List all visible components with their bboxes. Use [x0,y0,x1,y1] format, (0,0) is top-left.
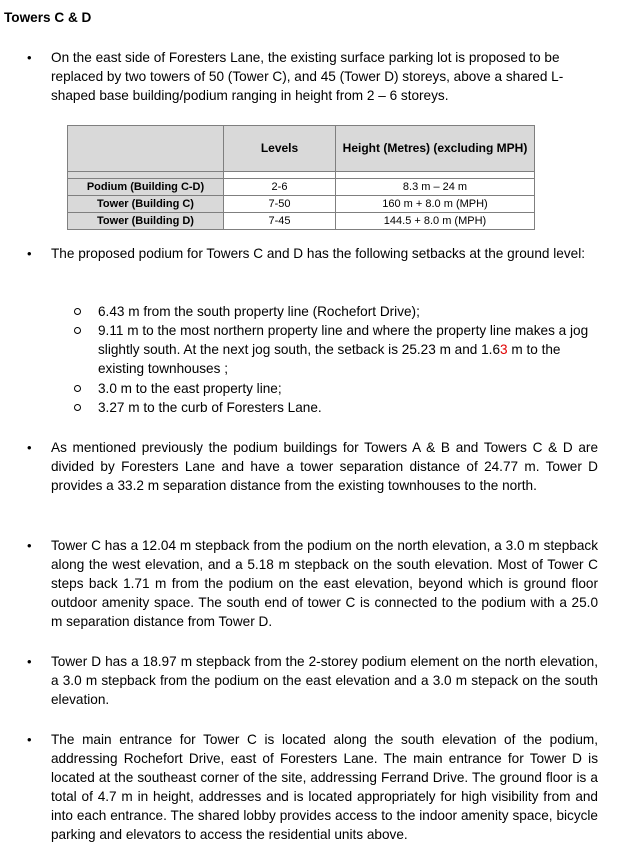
sub-list-text: 3.27 m to the curb of Foresters Lane. [98,400,322,415]
bullet-icon: • [27,246,32,261]
table-row-levels: 2-6 [224,179,336,196]
building-heights-table [67,125,535,230]
bullet-text: The proposed podium for Towers C and D has the following setbacks at the ground level: [51,246,585,261]
sub-list-text: 3.0 m to the east property line; [98,381,282,396]
bullet-text: Tower D has a 18.97 m stepback from the 2-storey podium element on the north elevation, a 3.0 m stepback from the podium on the east elevation and a 3.0 m stepack on the south elevation. [51,654,598,707]
circle-bullet-icon [74,327,81,334]
table-spacer-row [68,172,535,179]
bullet-icon: • [27,732,32,747]
bullet-icon: • [27,50,32,65]
table-corner-cell [68,126,224,172]
bullet-icon: • [27,538,32,553]
table-row-levels: 7-50 [224,196,336,213]
bullet-text: The main entrance for Tower C is located along the south elevation of the podium, addressing Rochefort Drive, east of Foresters Lane. The main entrance for Tower D is located at the southeast corner of the site, addressing Ferrand Drive. The ground floor is a total of 4.7 m in height, addresses and is located appropriately for high visibility from and into each entrance. The shared lobby provides access to the indoor amenity space, bicycle parking and elevators to access the residential units above. [51,732,598,842]
table-spacer-cell [224,172,336,179]
bullet-icon: • [27,440,32,455]
table-row-height: 144.5 + 8.0 m (MPH) [336,213,535,230]
circle-bullet-icon [74,308,81,315]
table-row-name: Tower (Building C) [68,196,224,213]
table-row-height: 160 m + 8.0 m (MPH) [336,196,535,213]
sub-list-text [98,321,598,378]
table-header-levels: Levels [224,126,336,172]
bullet-text: As mentioned previously the podium buildings for Towers A & B and Towers C & D are divided by Foresters Lane and have a tower separation distance of 24.77 m. Tower D provides a 33.2 m separation distance from the existing townhouses to the north. [51,440,598,493]
table-row-levels: 7-45 [224,213,336,230]
table-row [68,179,535,196]
table-row-name: Podium (Building C-D) [68,179,224,196]
red-digit: 3 [500,342,508,357]
table-spacer-cell [336,172,535,179]
sub-list-text: 6.43 m from the south property line (Rochefort Drive); [98,304,420,319]
table-header-height: Height (Metres) (excluding MPH) [336,126,535,172]
bullet-text: On the east side of Foresters Lane, the existing surface parking lot is proposed to be replaced by two towers of 50 (Tower C), and 45 (Tower D) storeys, above a shared L-shaped base building/podium ranging in height from 2 – 6 storeys. [51,50,564,103]
table-row [68,213,535,230]
table-row-height: 8.3 m – 24 m [336,179,535,196]
table-row [68,196,535,213]
circle-bullet-icon [74,385,81,392]
table-header-row [68,126,535,172]
circle-bullet-icon [74,404,81,411]
bullet-icon: • [27,654,32,669]
table-spacer-cell [68,172,224,179]
bullet-text: Tower C has a 12.04 m stepback from the podium on the north elevation, a 3.0 m stepback along the west elevation, and a 5.18 m stepback on the south elevation. Most of Tower C steps back 1.71 m from the podium on the east elevation, beyond which is ground floor outdoor amenity space. The south end of tower C is connected to the podium with a 25.0 m separation distance from Tower D. [51,538,598,629]
table-row-name: Tower (Building D) [68,213,224,230]
sub-list-text-part: 9.11 m to the most northern property line and where the property line makes a jog slightly south. At the next jog south, the setback is 25.23 m and 1.6 [98,323,589,357]
section-heading: Towers C & D [4,10,92,25]
sub-list-text-part: m to the existing townhouses ; [98,342,561,376]
